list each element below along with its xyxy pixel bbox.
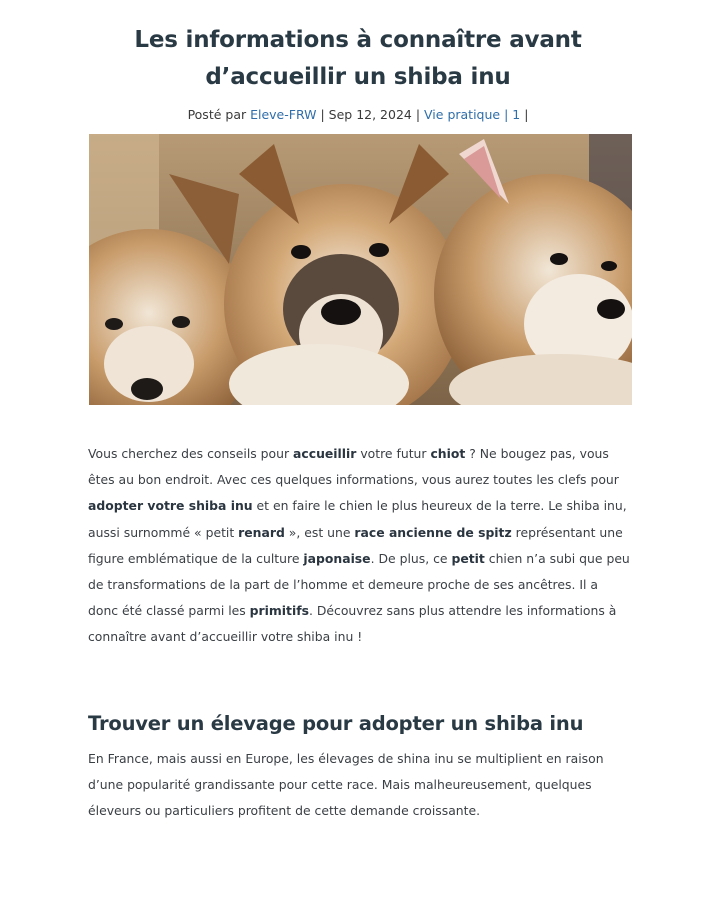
- meta-separator: |: [500, 107, 513, 122]
- section-line: En France, mais aussi en Europe, les élevages de shina inu se multiplient en raison: [88, 751, 604, 766]
- shiba-puppies-photo: [89, 134, 632, 405]
- intro-line: [88, 441, 633, 467]
- post-date: Sep 12, 2024: [328, 107, 412, 122]
- bold-text: petit: [451, 550, 485, 566]
- text-run: donc été classé parmi les: [88, 603, 250, 619]
- text-run: . De plus, ce: [370, 550, 452, 566]
- intro-line: connaître avant d’accueillir votre shiba inu !: [88, 629, 363, 645]
- intro-line: [88, 598, 633, 624]
- bold-text: renard: [238, 524, 285, 540]
- text-run: ? Ne bougez pas, vous: [465, 446, 609, 461]
- title-line: Les informations à connaître avant: [134, 27, 582, 53]
- post-meta: [88, 106, 628, 124]
- bold-text: japonaise: [303, 550, 371, 566]
- section-line: d’une popularité grandissante pour cette race. Mais malheureusement, quelques: [88, 777, 592, 793]
- bold-text: primitifs: [249, 603, 309, 619]
- meta-separator: |: [316, 107, 329, 122]
- title-line: d’accueillir un shiba inu: [205, 64, 511, 90]
- text-run: figure emblématique de la culture: [88, 550, 304, 566]
- intro-line: de transformations de la part de l’homme et demeure proche de ses ancêtres. Il a: [88, 577, 598, 593]
- intro-line: [88, 493, 633, 519]
- section-heading: Trouver un élevage pour adopter un shiba inu: [88, 712, 584, 735]
- article-title: [88, 22, 628, 96]
- bold-text: accueillir: [293, 446, 357, 461]
- intro-line: [88, 520, 633, 546]
- bold-text: adopter votre shiba inu: [88, 498, 253, 514]
- meta-prefix: Posté par: [187, 107, 251, 122]
- text-run: et en faire le chien le plus heureux de la terre. Le shiba inu,: [252, 498, 627, 514]
- intro-line: êtes au bon endroit. Avec ces quelques informations, vous aurez toutes les clefs pour: [88, 472, 619, 488]
- intro-line: [88, 546, 633, 572]
- bold-text: chiot: [430, 446, 466, 461]
- text-run: Vous cherchez des conseils pour: [88, 446, 294, 461]
- puppies-illustration: [89, 134, 632, 405]
- intro-paragraph: [88, 441, 633, 651]
- meta-separator: |: [520, 107, 529, 122]
- category-link[interactable]: Vie pratique: [424, 107, 501, 122]
- section-paragraph: [88, 746, 633, 825]
- meta-separator: |: [411, 107, 425, 122]
- author-link[interactable]: Eleve-FRW: [250, 107, 317, 122]
- text-run: . Découvrez sans plus attendre les informations à: [309, 603, 617, 619]
- text-run: aussi surnommé « petit: [88, 524, 239, 540]
- bold-text: race ancienne de spitz: [354, 524, 512, 540]
- comments-link[interactable]: 1: [512, 107, 521, 122]
- text-run: », est une: [284, 524, 355, 540]
- text-run: représentant une: [511, 524, 623, 540]
- text-run: chien n’a subi que peu: [484, 550, 630, 566]
- text-run: votre futur: [356, 446, 431, 461]
- section-line: éleveurs ou particuliers profitent de cette demande croissante.: [88, 803, 481, 819]
